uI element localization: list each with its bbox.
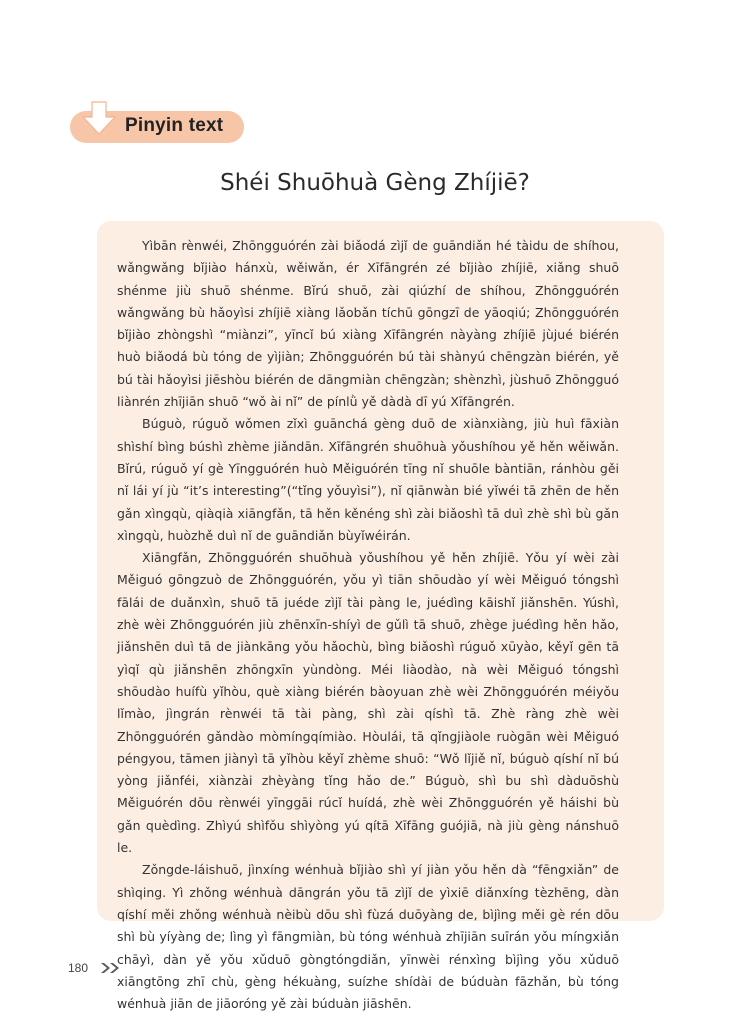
paragraph: Yìbān rènwéi, Zhōngguórén zài biǎodá zìjǐ de guāndiǎn hé tàidu de shíhou, wǎngwǎng bǐjiào hánxù, wěiwǎn, ér Xīfāngrén zé bǐjiào zhíjiē, xiǎng shuō shénme jiù shuō shénme. Bǐrú shuō, zài qiúzhí de shíhou, Zhōngguórén wǎngwǎng bù hǎoyìsi zhíjiē xiàng lǎobǎn tíchū gōngzī de yāoqiú; Zhōngguórén bǐjiào zhòngshì “miànzi”, yīncǐ bú xiàng Xīfāngrén nàyàng zhíjiē jùjué biérén huò biǎodá bù tóng de yìjiàn; Zhōngguórén bú tài shànyú chēngzàn biérén, yě bú tài hǎoyìsi jiēshòu biérén de dāngmiàn chēngzàn; shènzhì, jùshuō Zhōngguó liànrén zhījiān shuō “wǒ ài nǐ” de pínlǜ yě dàdà dī yú Xīfāngrén. [117, 238, 619, 410]
page-number: 180 [68, 961, 89, 975]
paragraph: Xiāngfǎn, Zhōngguórén shuōhuà yǒushíhou yě hěn zhíjiē. Yǒu yí wèi zài Měiguó gōngzuò de Zhōngguórén, yǒu yì tiān shōudào yí wèi Měiguó tóngshì fālái de duǎnxìn, shuō tā juéde zìjǐ tài pàng le, juédìng kāishǐ jiǎnshēn. Yúshì, zhè wèi Zhōngguórén jiù zhēnxīn-shíyì de gǔlì tā shuō, zhège juédìng hěn hǎo, jiǎnshēn duì tā de jiànkāng yǒu hǎochù, bìng biǎoshì rúguǒ xūyào, kěyǐ gēn tā yìqǐ qù jiǎnshēn zhōngxīn yùndòng. Méi liàodào, nà wèi Měiguó tóngshì shōudào huífù yǐhòu, què xiàng biérén bàoyuan zhè wèi Zhōngguórén méiyǒu lǐmào, jìngrán rènwéi tā tài pàng, shì zài qíshì tā. Zhè ràng zhè wèi Zhōngguórén gǎndào mòmíngqímiào. Hòulái, tā qǐngjiàole ruògān wèi Měiguó péngyou, tāmen jiànyì tā yǐhòu kěyǐ zhème shuō: “Wǒ lǐjiě nǐ, búguò qíshí nǐ bú yòng jiǎnféi, xiànzài zhèyàng tǐng hǎo de.” Búguò, shì bu shì dàduōshù Měiguórén dōu rènwéi yīnggāi rúcǐ huídá, zhè wèi Zhōngguórén yě háishi bù gǎn quèdìng. Zhìyú shìfǒu shìyòng yú qítā Xīfāng guójiā, nà jiù gèng nánshuō le. [117, 550, 619, 856]
paragraph: Búguò, rúguǒ wǒmen zǐxì guānchá gèng duō de xiànxiàng, jiù huì fāxiàn shìshí bìng búshì zhème jiǎndān. Xīfāngrén shuōhuà yǒushíhou yě hěn wěiwǎn. Bǐrú, rúguǒ yí gè Yīngguórén huò Měiguórén tīng nǐ shuōle bàntiān, ránhòu gěi nǐ lái yí jù “it’s interesting”(“tǐng yǒuyìsi”), nǐ qiānwàn bié yǐwéi tā zhēn de hěn gǎn xìngqù, qiàqià xiāngfǎn, tā hěn kěnéng shì zài biǎoshì tā duì zhè shì bù gǎn xìngqù, huòzhě duì nǐ de guāndiǎn bùyǐwéirán. [117, 416, 619, 543]
body-text [117, 235, 619, 1015]
paragraph: Zǒngde-láishuō, jìnxíng wénhuà bǐjiào shì yí jiàn yǒu hěn dà “fēngxiǎn” de shìqing. Yì zhǒng wénhuà dāngrán yǒu tā zìjǐ de yìxiē diǎnxíng tèzhēng, dàn qíshí měi zhǒng wénhuà nèibù dōu shì fùzá duōyàng de, bìjìng měi gè rén dōu shì bù yíyàng de; lìng yì fāngmiàn, bù tóng wénhuà zhījiān suīrán yǒu míngxiǎn chāyì, dàn yě yǒu xǔduō gòngtóngdiǎn, yīnwèi rénxìng bìjìng yǒu xǔduō xiāngtōng zhī chù, gèng hékuàng, suízhe shídài de búduàn fāzhǎn, bù tóng wénhuà jiān de jiāoróng yě zài búduàn jiāshēn. [117, 862, 619, 1012]
section-badge [70, 111, 244, 143]
section-badge-label: Pinyin text [125, 115, 224, 136]
page-title: Shéi Shuōhuà Gèng Zhíjiē? [220, 170, 530, 196]
down-arrow-icon [81, 101, 117, 141]
double-chevron-right-icon [100, 962, 122, 974]
